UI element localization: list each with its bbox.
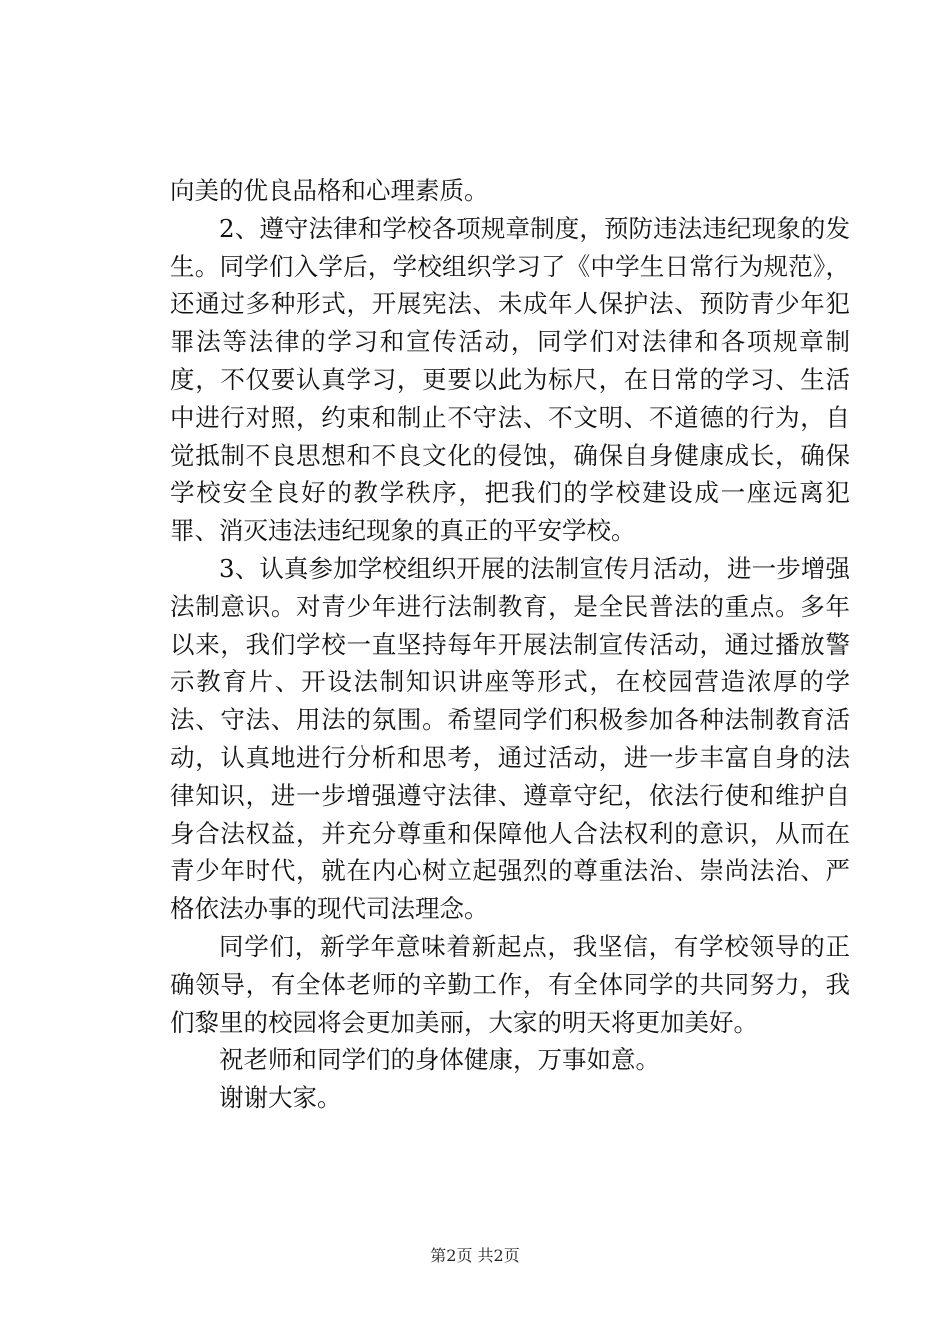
paragraph-continuation: 向美的优良品格和心理素质。 [170, 176, 489, 205]
document-body [170, 172, 850, 1117]
paragraph-closing: 同学们，新学年意味着新起点，我坚信，有学校领导的正确领导，有全体老师的辛勤工作，有全体同学的共同努力，我们黎里的校园将会更加美丽，大家的明天将更加美好。 [170, 931, 850, 1037]
paragraph-wishes: 祝老师和同学们的身体健康，万事如意。 [219, 1045, 660, 1075]
paragraph-thanks: 谢谢大家。 [219, 1083, 342, 1113]
paragraph-item-2: 2、遵守法律和学校各项规章制度，预防违法违纪现象的发生。同学们入学后，学校组织学习了《中学生日常行为规范》，还通过多种形式，开展宪法、未成年人保护法、预防青少年犯罪法等法律的学习和宣传活动，同学们对法律和各项规章制度，不仅要认真学习，更要以此为标尺，在日常的学习、生活中进行对照，约束和制止不守法、不文明、不道德的行为，自觉抵制不良思想和不良文化的侵蚀，确保自身健康成长，确保学校安全良好的教学秩序，把我们的学校建设成一座远离犯罪、消灭违法违纪现象的真正的平安学校。 [170, 213, 850, 546]
paragraph-item-3: 3、认真参加学校组织开展的法制宣传月活动，进一步增强法制意识。对青少年进行法制教育，是全民普法的重点。多年以来，我们学校一直坚持每年开展法制宣传活动，通过播放警示教育片、开设法制知识讲座等形式，在校园营造浓厚的学法、守法、用法的氛围。希望同学们积极参加各种法制教育活动，认真地进行分析和思考，通过活动，进一步丰富自身的法律知识，进一步增强遵守法律、遵章守纪，依法行使和维护自身合法权益，并充分尊重和保障他人合法权利的意识，从而在青少年时代，就在内心树立起强烈的尊重法治、崇尚法治、严格依法办事的现代司法理念。 [170, 553, 850, 924]
page-number-footer: 第2页 共2页 [430, 1246, 520, 1265]
